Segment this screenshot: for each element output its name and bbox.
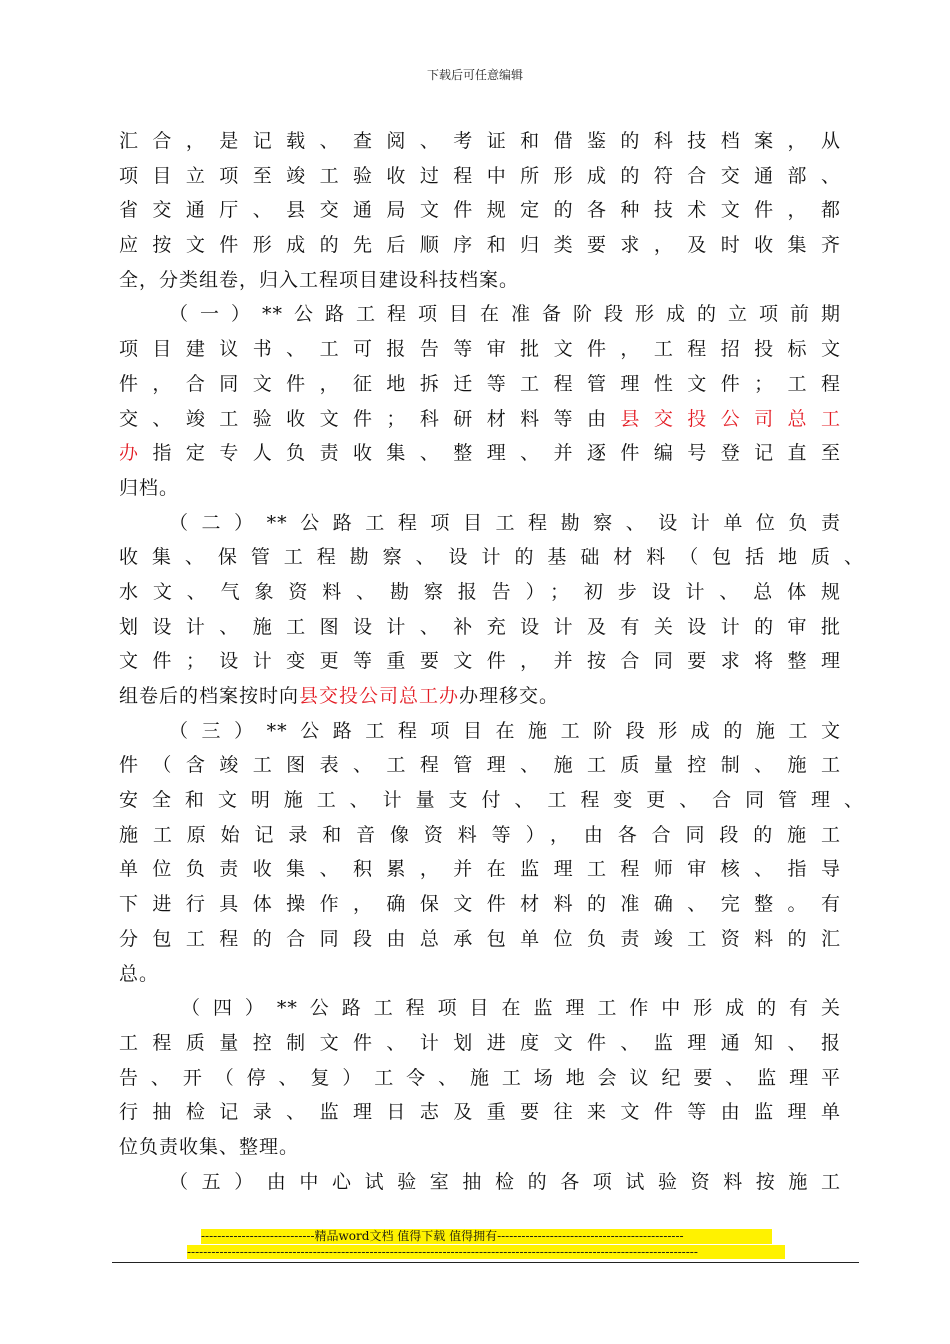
- footer-banner-dashes: ------------------------------------------------------------------------------------------------------------------------------: [187, 1245, 785, 1259]
- text-line: 位负责收集、整理。: [119, 1135, 300, 1158]
- text-segment: 交、竣工验收文件；科研材料等由: [119, 407, 621, 430]
- section-heading-5: （五）由中心试验室抽检的各项试验资料按施工: [169, 1170, 841, 1193]
- text-line: 件（含竣工图表、工程管理、施工质量控制、施工: [119, 754, 841, 777]
- highlight-text: 县交投公司总工: [620, 407, 841, 430]
- text-segment: 指定专人负责收集、整理、并逐件编号登记直至: [152, 442, 841, 465]
- text-segment: 办理移交。: [459, 685, 560, 707]
- text-line: 应按文件形成的先后顺序和归类要求，及时收集齐: [119, 234, 841, 257]
- text-line: 归档。: [119, 476, 180, 499]
- document-body: [119, 124, 864, 1199]
- footer-banner: ----------------------------精品word文档 值得下载 值得拥有----------------------------------------------: [201, 1229, 772, 1244]
- text-line: [119, 402, 841, 437]
- footer-divider: [112, 1262, 859, 1263]
- text-line: 安全和文明施工、计量支付、工程变更、合同管理、: [119, 789, 864, 812]
- text-line: 省交通厅、县交通局文件规定的各种技术文件，都: [119, 199, 841, 222]
- text-line: 分包工程的合同段由总承包单位负责竣工资料的汇: [119, 927, 841, 950]
- text-line: 项目立项至竣工验收过程中所形成的符合交通部、: [119, 164, 841, 187]
- text-line: 工程质量控制文件、计划进度文件、监理通知、报: [119, 1031, 841, 1054]
- text-line: 收集、保管工程勘察、设计的基础材料（包括地质、: [119, 546, 864, 569]
- text-line: 水文、气象资料、勘察报告）；初步设计、总体规: [119, 580, 841, 603]
- text-line: 下进行具体操作，确保文件材料的准确、完整。有: [119, 893, 841, 916]
- text-line: 单位负责收集、积累，并在监理工程师审核、指导: [119, 858, 841, 881]
- section-heading-3: （三）**公路工程项目在施工阶段形成的施工文: [169, 719, 841, 742]
- text-line: 告、开（停、复）工令、施工场地会议纪要、监理平: [119, 1066, 841, 1089]
- text-line: 全，分类组卷，归入工程项目建设科技档案。: [119, 268, 520, 291]
- section-heading-1: （一）**公路工程项目在准备阶段形成的立项前期: [169, 303, 841, 326]
- text-line: [119, 436, 841, 471]
- highlight-text: 办: [119, 442, 153, 465]
- text-line: 项目建议书、工可报告等审批文件，工程招投标文: [119, 338, 841, 361]
- text-line: 汇合，是记载、查阅、考证和借鉴的科技档案，从: [119, 130, 841, 152]
- text-line: 施工原始记录和音像资料等），由各合同段的施工: [119, 823, 841, 846]
- section-heading-4: （四）**公路工程项目在监理工作中形成的有关: [181, 997, 841, 1020]
- text-line: 文件；设计变更等重要文件，并按合同要求将整理: [119, 650, 841, 673]
- page-header: 下载后可任意编辑: [426, 68, 523, 82]
- text-line: 件，合同文件，征地拆迁等工程管理性文件；工程: [119, 372, 841, 395]
- highlight-text: 县交投公司总工办: [299, 685, 460, 707]
- text-line: 划设计、施工图设计、补充设计及有关设计的审批: [119, 615, 841, 638]
- text-segment: 组卷后的档案按时向: [119, 685, 300, 707]
- text-line: [119, 679, 841, 714]
- section-heading-2: （二）**公路工程项目工程勘察、设计单位负责: [169, 511, 841, 534]
- text-line: 总。: [119, 962, 160, 985]
- text-line: 行抽检记录、监理日志及重要往来文件等由监理单: [119, 1101, 841, 1124]
